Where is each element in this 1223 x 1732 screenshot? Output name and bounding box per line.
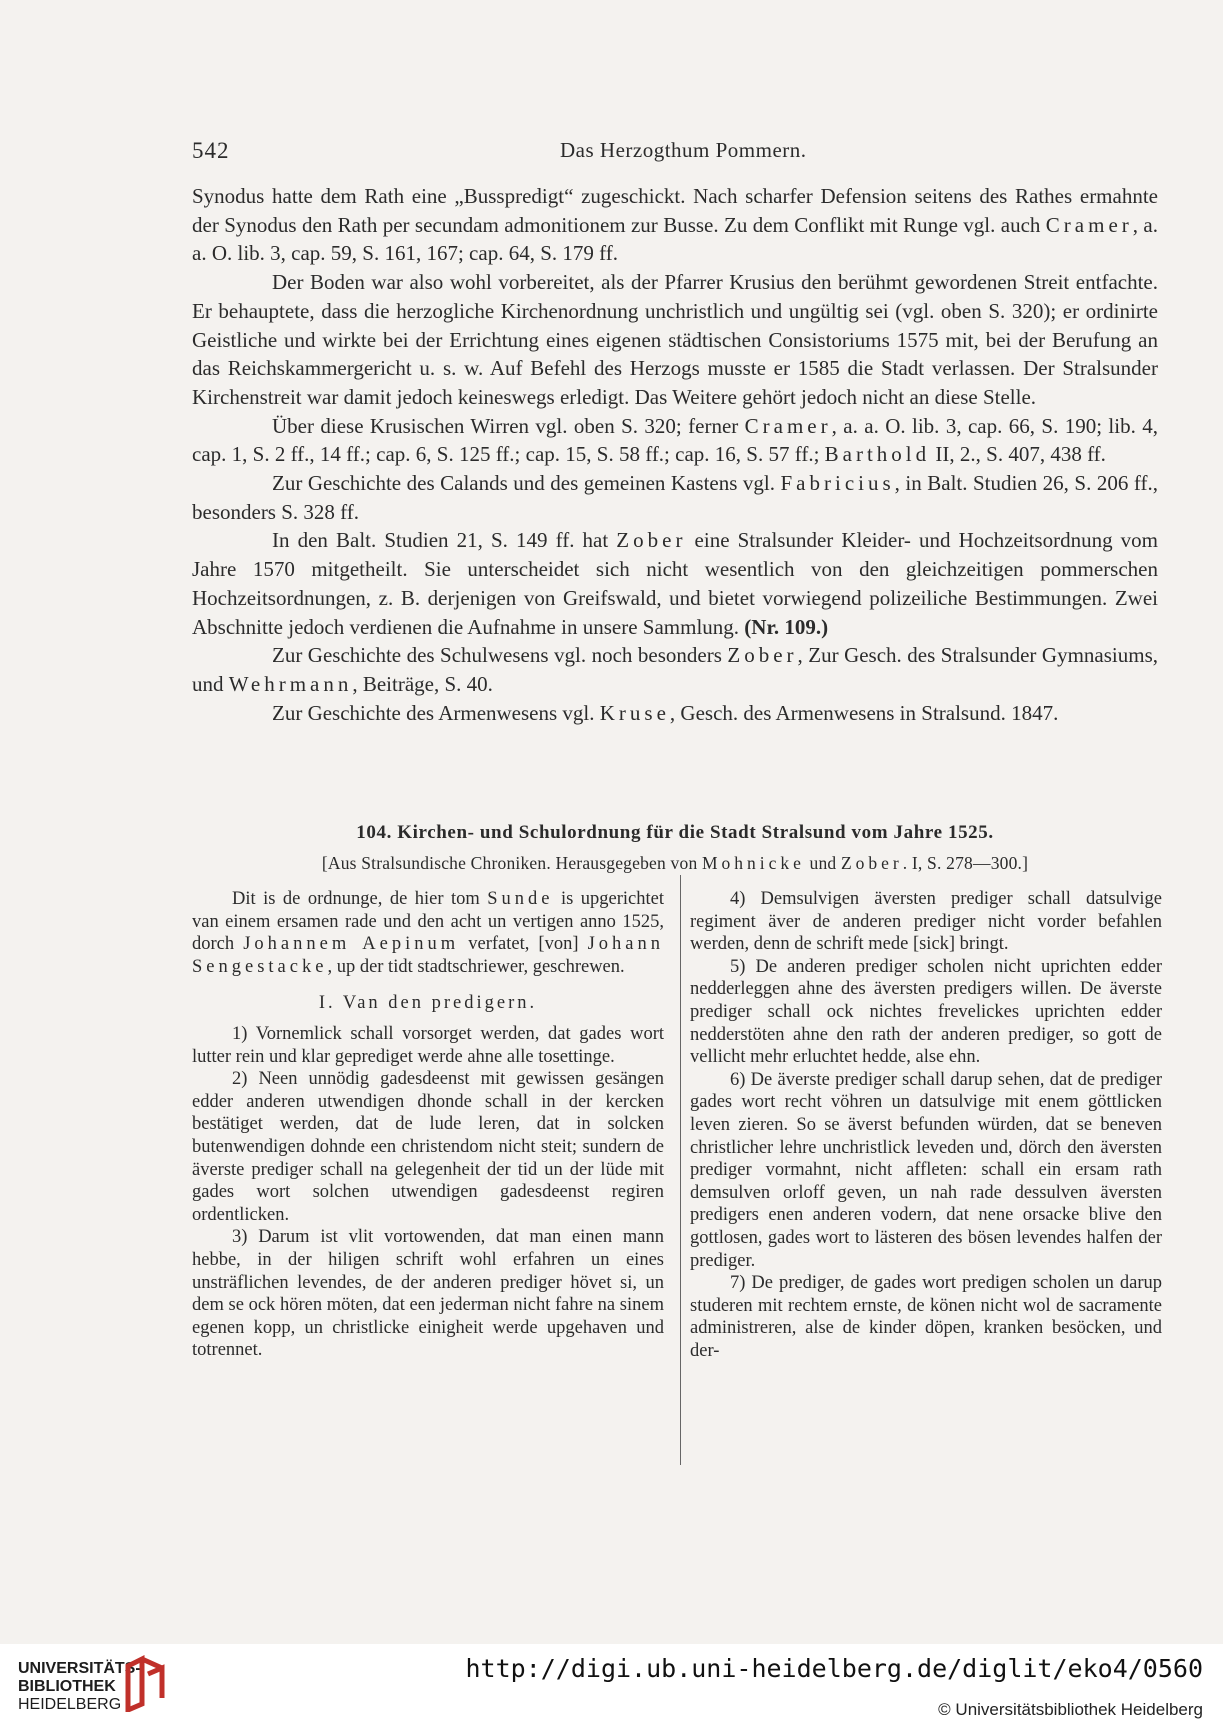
document-title: 104. Kirchen- und Schulordnung für die Stadt Stralsund vom Jahre 1525. bbox=[356, 822, 994, 843]
ordinance-article: 1) Vornemlick schall vorsorget werden, dat gades wort lutter rein und klar geprediget werde ahne alle tosettinge. bbox=[192, 1023, 664, 1067]
left-column bbox=[192, 888, 664, 1362]
permalink-url[interactable]: http://digi.ub.uni-heidelberg.de/diglit/eko4/0560 bbox=[465, 1654, 1203, 1683]
intro-paragraph: In den Balt. Studien 21, S. 149 ff. hat Zober eine Stralsunder Kleider- und Hochzeitsordnung vom Jahre 1570 mitgetheilt. Sie unterscheidet sich nicht wesentlich von den gleichzeitigen pommerschen Hochzeitsordnungen, z. B. derjenigen von Greifswald, und bietet vorwiegend polizeiliche Bestimmungen. Zwei Abschnitte jedoch verdienen die Aufnahme in unsere Sammlung. (Nr. 109.) bbox=[192, 528, 1158, 639]
right-column bbox=[690, 888, 1162, 1362]
document-source: [Aus Stralsundische Chroniken. Herausgegeben von Mohnicke und Zober. I, S. 278—300.] bbox=[321, 853, 1029, 873]
ordinance-article: 2) Neen unnödig gadesdeenst mit gewissen gesängen edder anderen utwendigen dhonde schall in der kercken bestätiget werden, dat de lude leren, dat in solcken butenwendigen dohnde een christendom nicht steit; sundern de äverste prediger schall na gelegenheit der tid un der lüde mit gades wort solchen utwendigen gadesdeenst regiren ordentlicken. bbox=[192, 1069, 664, 1225]
ordinance-article: 5) De anderen prediger scholen nicht uprichten edder nedderleggen ahne des äversten predigers willen. De äverste prediger schall ock nichtes frevelickes uprichten edder nedderstöten ahne den rath der anderen prediger, so gott de vellicht mehr erluchtet hedde, alse ehn. bbox=[690, 956, 1162, 1068]
ordinance-article: 4) Demsulvigen äversten prediger schall datsulvige regiment äver de anderen prediger nicht vorder befahlen werden, denn de schrift mede [sick] bringt. bbox=[690, 889, 1162, 955]
ordinance-preamble: Dit is de ordnunge, de hier tom Sunde is upgerichtet van einem ersamen rade und den acht un vertigen anno 1525, dorch Johannem Aepinum verfatet, [von] Johann Sengestacke, up der tidt stadtschriewer, geschrewen. bbox=[192, 889, 665, 977]
intro-text bbox=[192, 182, 1158, 727]
ordinance-article: 7) De prediger, de gades wort predigen scholen un darup studeren mit rechtem ernste, de könen nicht wol de sacramente administreren, alse de kinder döpen, kranken besöcken, und der- bbox=[690, 1273, 1162, 1361]
intro-paragraph: Zur Geschichte des Calands und des gemeinen Kastens vgl. Fabricius, in Balt. Studien 26, S. 206 ff., besonders S. 328 ff. bbox=[192, 471, 1158, 524]
intro-paragraph: Zur Geschichte des Schulwesens vgl. noch besonders Zober, Zur Gesch. des Stralsunder Gymnasiums, und Wehrmann, Beiträge, S. 40. bbox=[192, 643, 1158, 696]
section-heading: I. Van den predigern. bbox=[318, 993, 538, 1014]
copyright-notice: © Universitätsbibliothek Heidelberg bbox=[938, 1700, 1203, 1719]
logo-line: BIBLIOTHEK bbox=[18, 1678, 116, 1695]
running-title: Das Herzogthum Pommern. bbox=[560, 138, 807, 162]
column-divider bbox=[680, 875, 681, 1465]
ordinance-article: 3) Darum ist vlit vortowenden, dat man einen mann hebbe, in der hiligen schrift wohl erfahren un eines unsträflichen levendes, de der anderen prediger hövet si, un dem se ock hören möten, dat een jederman nicht fahre na sinem egenen kopp, un christlicke einigheit werde upgehaven und totrennet. bbox=[192, 1227, 664, 1361]
running-head bbox=[192, 138, 1162, 168]
page-number: 542 bbox=[192, 138, 230, 163]
library-logo-icon[interactable] bbox=[122, 1654, 168, 1712]
logo-line: HEIDELBERG bbox=[18, 1696, 122, 1713]
intro-paragraph: Synodus hatte dem Rath eine „Busspredigt“ zugeschickt. Nach scharfer Defension seitens des Rathes ermahnte der Synodus den Rath per secundam admonitionem zur Busse. Zu dem Conflikt mit Runge vgl. auch Cramer, a. a. O. lib. 3, cap. 59, S. 161, 167; cap. 64, S. 179 ff. bbox=[192, 184, 1158, 266]
ordinance-article: 6) De äverste prediger schall darup sehen, dat de prediger gades wort recht vöhren un datsulvige mit enem göttlicken leven zieren. So se äverst befunden würden, dat se beneven christlicher lehre unchristlick leveden und, dörch den äversten prediger vormahnt, nicht affleten: schall ein ersam rath demsulven orloff geven, un nah rade dessulven äversten predigers enen anderen vodern, dat nene orsacke blive den gottlosen, gades wort to lästeren des bösen levendes halfen der prediger. bbox=[690, 1069, 1162, 1271]
intro-paragraph: Der Boden war also wohl vorbereitet, als der Pfarrer Krusius den berühmt gewordenen Streit entfachte. Er behauptete, dass die herzogliche Kirchenordnung unchristlich und ungültig sei (vgl. oben S. 320); er ordinirte Geistliche und wirkte bei der Errichtung eines eigenen städtischen Consistoriums 1575 mit, bei der Berufung an das Reichskammergericht u. s. w. Auf Befehl des Herzogs musste er 1585 die Stadt verlassen. Der Stralsunder Kirchenstreit war damit jedoch keineswegs erledigt. Das Weitere gehört jedoch nicht an diese Stelle. bbox=[192, 270, 1158, 409]
logo-line: UNIVERSITÄTS- bbox=[18, 1660, 141, 1677]
intro-paragraph: Zur Geschichte des Armenwesens vgl. Kruse, Gesch. des Armenwesens in Stralsund. 1847. bbox=[272, 700, 1059, 725]
intro-paragraph: Über diese Krusischen Wirren vgl. oben S. 320; ferner Cramer, a. a. O. lib. 3, cap. 66, S. 190; lib. 4, cap. 1, S. 2 ff., 14 ff.; cap. 6, S. 125 ff.; cap. 15, S. 58 ff.; cap. 16, S. 57 ff.; Barthold II, 2., S. 407, 438 ff. bbox=[192, 413, 1158, 467]
